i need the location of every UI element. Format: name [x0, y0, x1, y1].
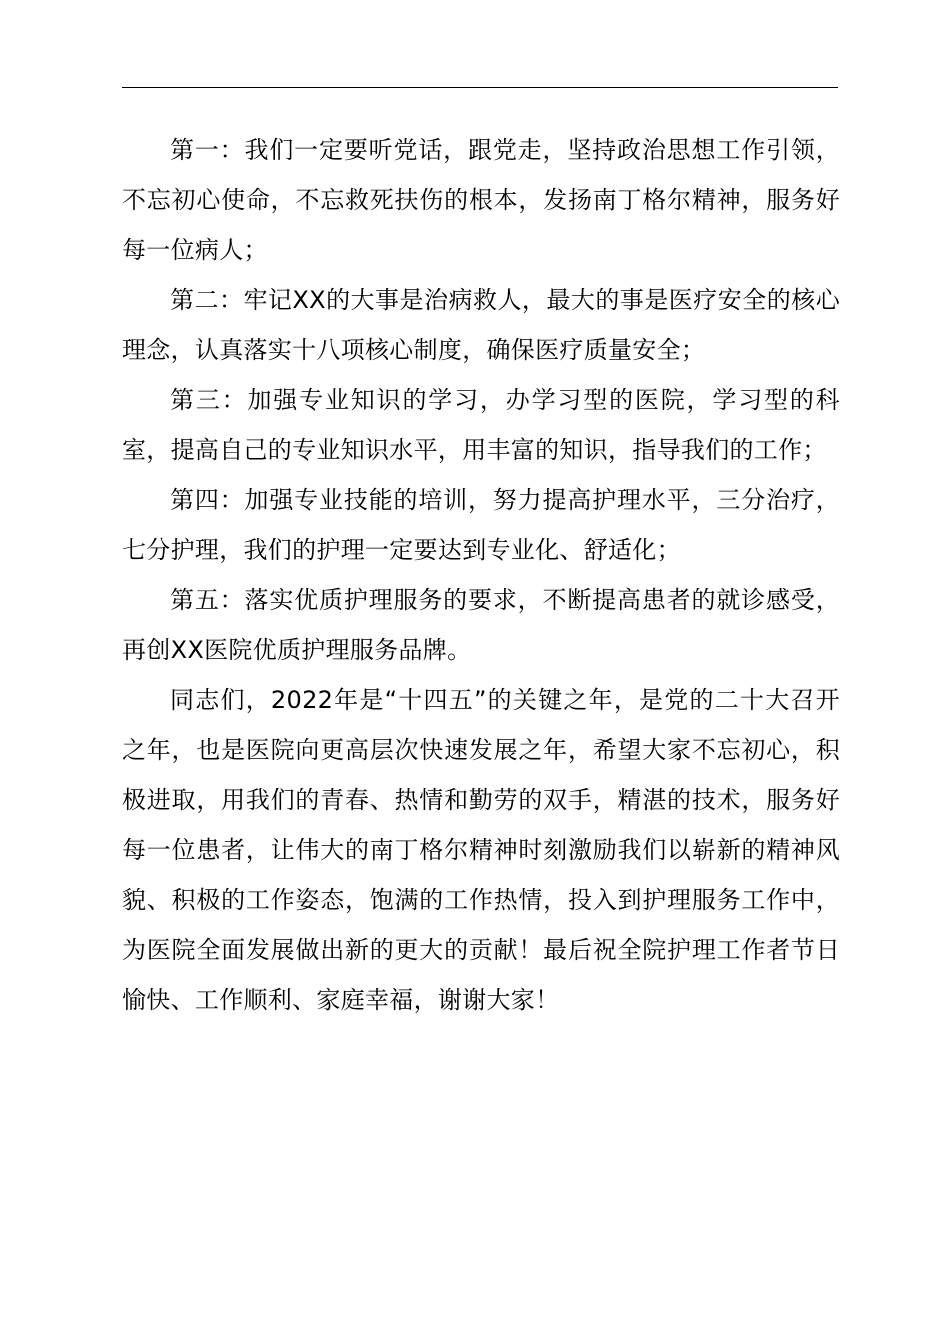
paragraph-second: 第二：牢记XX的大事是治病救人，最大的事是医疗安全的核心理念，认真落实十八项核心制度，确保医疗质量安全；: [122, 286, 840, 364]
header-divider: [122, 87, 838, 88]
paragraph-closing: 同志们，2022年是“十四五”的关键之年，是党的二十大召开之年，也是医院向更高层次快速发展之年，希望大家不忘初心，积极进取，用我们的青春、热情和勤劳的双手，精湛的技术，服务好每一位患者，让伟大的南丁格尔精神时刻激励我们以崭新的精神风貌、积极的工作姿态，饱满的工作热情，投入到护理服务工作中，为医院全面发展做出新的更大的贡献！最后祝全院护理工作者节日愉快、工作顺利、家庭幸福，谢谢大家！: [122, 686, 840, 1014]
paragraph-fourth: 第四：加强专业技能的培训，努力提高护理水平，三分治疗，七分护理，我们的护理一定要达到专业化、舒适化；: [122, 486, 840, 564]
paragraph-fifth: 第五：落实优质护理服务的要求，不断提高患者的就诊感受，再创XX医院优质护理服务品牌。: [122, 586, 840, 664]
paragraph-third: 第三：加强专业知识的学习，办学习型的医院，学习型的科室，提高自己的专业知识水平，用丰富的知识，指导我们的工作；: [122, 386, 840, 464]
document-body: [122, 125, 840, 1025]
paragraph-first: 第一：我们一定要听党话，跟党走，坚持政治思想工作引领，不忘初心使命，不忘救死扶伤的根本，发扬南丁格尔精神，服务好每一位病人；: [122, 136, 840, 264]
